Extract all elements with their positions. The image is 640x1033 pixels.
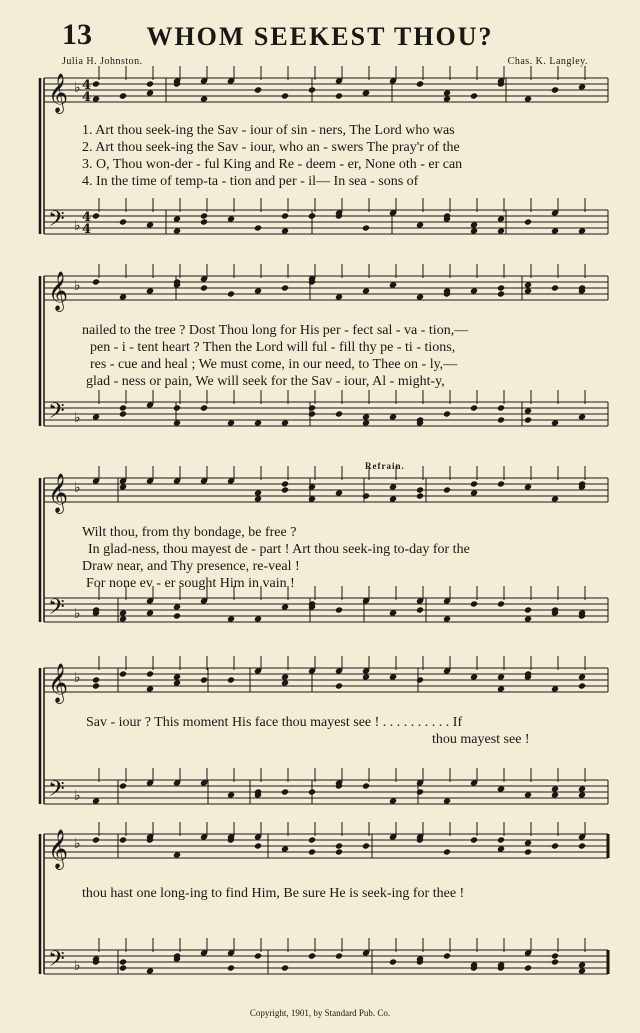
lyric-line: glad - ness or pain, We will seek for the Sav - iour, Al - might-y, — [86, 374, 445, 389]
notehead — [254, 842, 262, 849]
notehead — [92, 836, 100, 843]
notehead — [524, 964, 532, 971]
lyricist-credit: Julia H. Johnston. — [62, 56, 143, 67]
notehead — [308, 788, 316, 795]
notehead — [497, 836, 505, 843]
notehead — [254, 224, 262, 231]
notehead — [416, 486, 424, 493]
treble-clef-icon: 𝄞 — [48, 663, 69, 703]
lyric-line: 1. Art thou seek-ing the Sav - iour of sin - ners, The Lord who was — [82, 123, 455, 138]
lyric-line: Wilt thou, from thy bondage, be free ? — [82, 525, 297, 540]
notehead — [92, 278, 100, 285]
notehead — [443, 952, 451, 959]
notehead — [497, 480, 505, 487]
notehead — [497, 284, 505, 291]
notehead — [524, 848, 532, 855]
lyric-line: 4. In the time of temp-ta - tion and per - il— In sea - sons of — [82, 174, 419, 189]
flat-sign-icon: ♭ — [74, 80, 81, 96]
notehead — [281, 788, 289, 795]
notehead — [308, 836, 316, 843]
notehead — [281, 92, 289, 99]
lyric-line: 2. Art thou seek-ing the Sav - iour, who an - swers The pray'r of the — [82, 140, 460, 155]
flat-sign-icon: ♭ — [74, 836, 81, 852]
notehead — [335, 606, 343, 613]
notehead — [362, 224, 370, 231]
bass-clef-icon: 𝄢 — [48, 399, 65, 429]
notehead — [281, 480, 289, 487]
notehead — [551, 86, 559, 93]
notehead — [254, 86, 262, 93]
notehead — [362, 842, 370, 849]
flat-sign-icon: ♭ — [74, 606, 81, 622]
lyric-line: Draw near, and Thy presence, re-veal ! — [82, 559, 300, 574]
notehead — [200, 218, 208, 225]
refrain-label: Refrain. — [365, 461, 405, 471]
notehead — [173, 404, 181, 411]
bass-clef-icon: 𝄢 — [48, 947, 65, 977]
notehead — [389, 958, 397, 965]
notehead — [119, 836, 127, 843]
notehead — [119, 670, 127, 677]
notehead — [146, 670, 154, 677]
notehead — [578, 842, 586, 849]
time-signature-treble: 4 — [82, 90, 92, 105]
notehead — [416, 676, 424, 683]
notehead — [308, 848, 316, 855]
notehead — [362, 782, 370, 789]
notehead — [470, 480, 478, 487]
notehead — [281, 486, 289, 493]
treble-clef-icon: 𝄞 — [48, 473, 69, 513]
flat-sign-icon: ♭ — [74, 670, 81, 686]
notehead — [497, 416, 505, 423]
notehead — [119, 964, 127, 971]
notehead — [416, 606, 424, 613]
notehead — [227, 676, 235, 683]
lyric-line: thou hast one long-ing to find Him, Be sure He is seek-ing for thee ! — [82, 886, 465, 901]
treble-clef-icon: 𝄞 — [48, 829, 69, 869]
notehead — [551, 842, 559, 849]
notehead — [308, 86, 316, 93]
time-signature-treble: 4 — [82, 78, 92, 93]
notehead — [281, 212, 289, 219]
notehead — [92, 682, 100, 689]
flat-sign-icon: ♭ — [74, 278, 81, 294]
notehead — [281, 964, 289, 971]
flat-sign-icon: ♭ — [74, 410, 81, 426]
flat-sign-icon: ♭ — [74, 218, 81, 234]
notehead — [146, 80, 154, 87]
notehead — [470, 404, 478, 411]
notehead — [497, 600, 505, 607]
notehead — [443, 848, 451, 855]
notehead — [200, 212, 208, 219]
notehead — [335, 410, 343, 417]
lyric-line: Sav - iour ? This moment His face thou mayest see ! . . . . . . . . . . If — [86, 715, 463, 730]
notehead — [524, 606, 532, 613]
hymn-title: WHOM SEEKEST THOU? — [146, 22, 494, 51]
lyric-line: nailed to the tree ? Dost Thou long for His per - fect sal - va - tion,— — [82, 323, 469, 338]
lyric-line: 3. O, Thou won-der - ful King and Re - deem - er, None oth - er can — [82, 157, 463, 172]
notehead — [335, 848, 343, 855]
flat-sign-icon: ♭ — [74, 958, 81, 974]
notehead — [254, 952, 262, 959]
lyric-line: In glad-ness, thou mayest de - part ! Art thou seek-ing to-day for the — [88, 542, 470, 557]
notehead — [308, 404, 316, 411]
notehead — [443, 410, 451, 417]
notehead — [416, 80, 424, 87]
notehead — [416, 788, 424, 795]
notehead — [200, 404, 208, 411]
flat-sign-icon: ♭ — [74, 788, 81, 804]
bass-clef-icon: 𝄢 — [48, 777, 65, 807]
lyric-line: res - cue and heal ; We must come, in our need, to Thee on - ly,— — [90, 357, 458, 372]
notehead — [119, 410, 127, 417]
time-signature-bass: 4 — [82, 222, 92, 237]
copyright-notice: Copyright, 1901, by Standard Pub. Co. — [249, 1008, 391, 1018]
notehead — [308, 952, 316, 959]
hymn-number: 13 — [62, 18, 92, 51]
notehead — [200, 284, 208, 291]
time-signature-bass: 4 — [82, 210, 92, 225]
flat-sign-icon: ♭ — [74, 480, 81, 496]
notehead — [119, 404, 127, 411]
notehead — [524, 218, 532, 225]
lyric-line: thou mayest see ! — [432, 732, 530, 747]
notehead — [92, 676, 100, 683]
notehead — [470, 836, 478, 843]
notehead — [119, 958, 127, 965]
notehead — [335, 92, 343, 99]
notehead — [92, 212, 100, 219]
lyric-line: For none ev - er sought Him in vain ! — [86, 576, 295, 591]
notehead — [173, 612, 181, 619]
notehead — [470, 92, 478, 99]
notehead — [416, 492, 424, 499]
notehead — [227, 290, 235, 297]
notehead — [524, 416, 532, 423]
notehead — [470, 600, 478, 607]
notehead — [200, 676, 208, 683]
notehead — [443, 486, 451, 493]
bass-clef-icon: 𝄢 — [48, 207, 65, 237]
notehead — [551, 952, 559, 959]
notehead — [227, 964, 235, 971]
lyric-line: pen - i - tent heart ? Then the Lord will ful - fill thy pe - ti - tions, — [90, 340, 456, 355]
notehead — [335, 842, 343, 849]
notehead — [92, 80, 100, 87]
treble-clef-icon: 𝄞 — [48, 73, 69, 113]
composer-credit: Chas. K. Langley. — [507, 56, 588, 67]
notehead — [497, 290, 505, 297]
notehead — [308, 410, 316, 417]
notehead — [335, 682, 343, 689]
notehead — [551, 958, 559, 965]
treble-clef-icon: 𝄞 — [48, 271, 69, 311]
notehead — [551, 284, 559, 291]
notehead — [362, 492, 370, 499]
notehead — [335, 952, 343, 959]
notehead — [119, 92, 127, 99]
notehead — [308, 212, 316, 219]
notehead — [281, 284, 289, 291]
notehead — [497, 404, 505, 411]
notehead — [119, 218, 127, 225]
bass-clef-icon: 𝄢 — [48, 595, 65, 625]
notehead — [119, 782, 127, 789]
notehead — [578, 682, 586, 689]
